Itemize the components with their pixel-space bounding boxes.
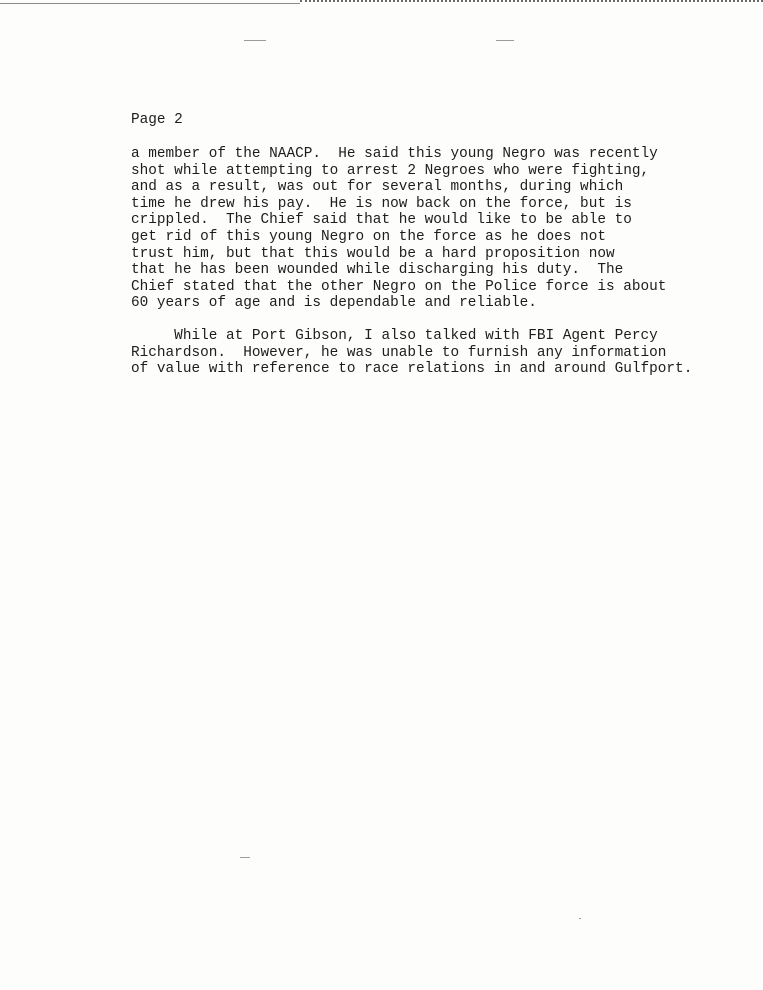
text-line: trust him, but that this would be a hard proposition now	[131, 245, 615, 262]
scan-speck	[579, 918, 581, 919]
scan-edge-line	[0, 3, 300, 4]
text-line: While at Port Gibson, I also talked with FBI Agent Percy	[131, 328, 658, 344]
text-line: of value with reference to race relations in and around Gulfport.	[131, 361, 693, 378]
page-number: Page 2	[131, 112, 183, 128]
scan-speck	[496, 40, 514, 41]
text-line: Chief stated that the other Negro on the Police force is about	[131, 278, 667, 295]
scan-speck	[240, 857, 250, 858]
scan-edge-dots	[300, 0, 763, 2]
text-line: Richardson. However, he was unable to furnish any information	[131, 344, 667, 361]
scan-speck	[244, 40, 266, 41]
text-line: and as a result, was out for several months, during which	[131, 179, 624, 196]
text-line: time he drew his pay. He is now back on the force, but is	[131, 195, 632, 212]
paragraph-1	[131, 146, 666, 312]
text-line: that he has been wounded while discharging his duty. The	[131, 262, 624, 279]
text-line: a member of the NAACP. He said this young Negro was recently	[131, 146, 658, 162]
text-line: 60 years of age and is dependable and reliable.	[131, 295, 537, 312]
text-line: crippled. The Chief said that he would like to be able to	[131, 212, 632, 229]
text-line: get rid of this young Negro on the force as he does not	[131, 228, 606, 245]
text-line: shot while attempting to arrest 2 Negroes who were fighting,	[131, 162, 650, 179]
paragraph-2	[131, 328, 692, 378]
